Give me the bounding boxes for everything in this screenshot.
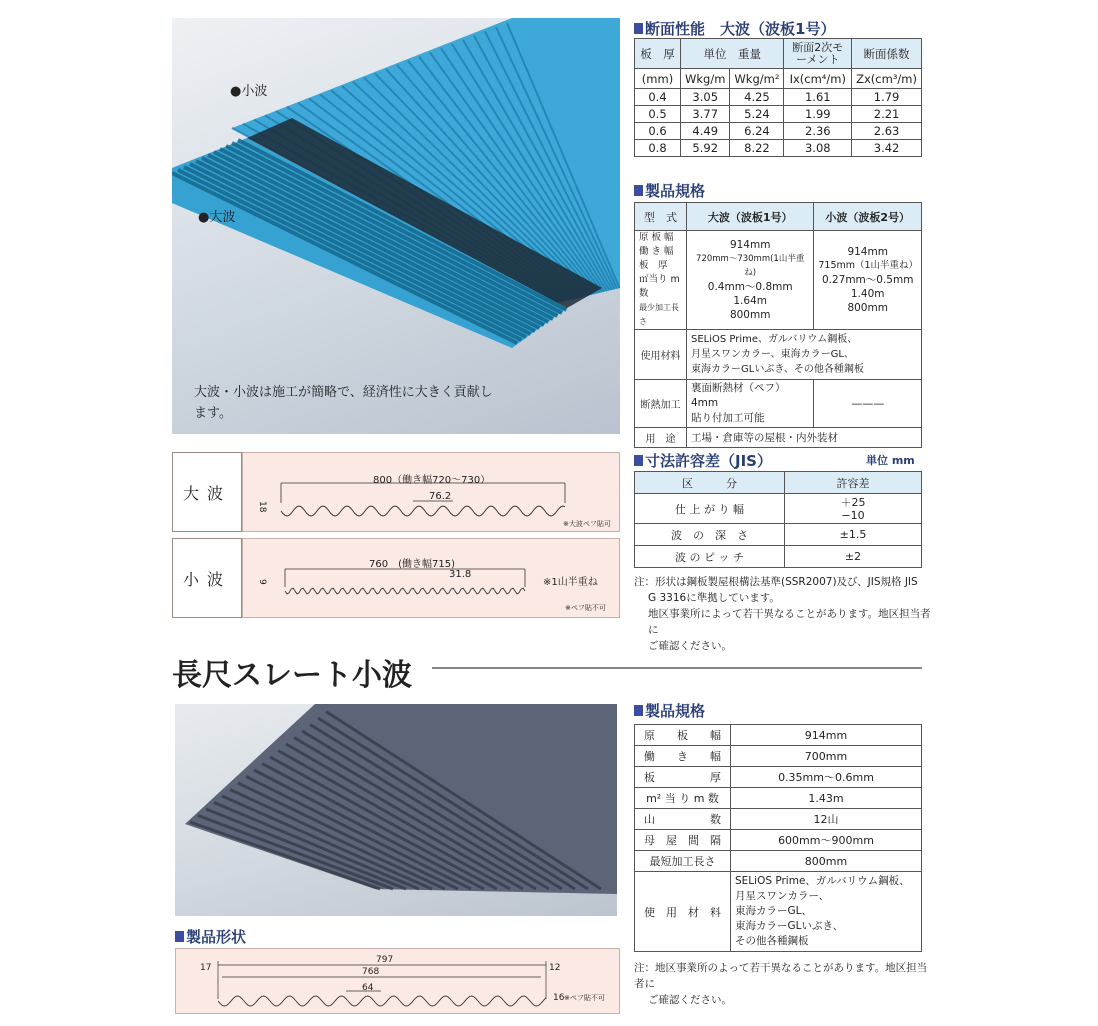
tolerance-note: 注：形状は鋼板製屋根構法基準(SSR2007)及び、JIS規格 JIS G 3316に準拠しています。 地区事業所によって若干異なることがあります。地区担当者に ご確認ください。 xyxy=(634,576,931,652)
table-cell: 2.21 xyxy=(852,106,922,123)
use-label: 用 途 xyxy=(635,428,687,448)
profile-large-pitch: 76.2 xyxy=(429,491,452,502)
table-cell: 3.05 xyxy=(681,89,730,106)
large-wave-profile xyxy=(243,453,621,533)
table-cell: m² 当 り m 数 xyxy=(635,788,731,809)
table-header: 断面係数 xyxy=(852,39,922,69)
profile-small-label: 小波 xyxy=(172,538,242,618)
table-cell: 0.4 xyxy=(635,89,681,106)
tolerance-unit: 単位 mm xyxy=(866,454,915,467)
table-cell: 2.36 xyxy=(784,123,852,140)
section-marker xyxy=(175,931,184,942)
table-cell: 4.25 xyxy=(730,89,784,106)
table-cell: 1.79 xyxy=(852,89,922,106)
tolerance-table xyxy=(634,471,922,568)
table-cell: 1.99 xyxy=(784,106,852,123)
performance-title: 断面性能 大波（波板1号） xyxy=(634,18,835,39)
shape-drawing xyxy=(175,948,620,1014)
use-value: 工場・倉庫等の屋根・内外装材 xyxy=(687,428,922,448)
profile-large-drawing xyxy=(242,452,620,532)
shape-title: 製品形状 xyxy=(175,926,246,947)
section-heading: 長尺スレート小波 xyxy=(172,658,412,693)
profile-large-height: 18 xyxy=(257,501,267,513)
table-cell: ±1.5 xyxy=(785,524,922,546)
unit-cell: Wkg/m² xyxy=(730,69,784,89)
shape-right-top: 12 xyxy=(549,963,561,973)
table-cell: 12山 xyxy=(731,809,922,830)
gray-sheet-photo xyxy=(175,704,617,916)
table-cell: 最短加工長さ xyxy=(635,851,731,872)
table-cell: 8.22 xyxy=(730,140,784,157)
table-header: 小波（波板2号） xyxy=(814,203,922,231)
table-cell: ±2 xyxy=(785,546,922,568)
profile-large-label: 大波 xyxy=(172,452,242,532)
label-small-wave: ●小波 xyxy=(230,84,268,99)
profile-large-span: 800（働き幅720〜730） xyxy=(373,475,491,486)
profile-large-note: ※大波ペフ貼可 xyxy=(563,520,611,528)
table-cell: 914mm xyxy=(731,725,922,746)
spec2-title: 製品規格 xyxy=(634,700,705,721)
material-values: SELiOS Prime、ガルバリウム鋼板、 月星スワンカラー、東海カラーGL、 東海カラーGLいぶき、その他各種鋼板 xyxy=(687,330,922,380)
slate-wave-profile xyxy=(176,949,621,1015)
material-values: SELiOS Prime、ガルバリウム鋼板、 月星スワンカラー、 東海カラーGL、 東海カラーGLいぶき、 その他各種鋼板 xyxy=(731,872,922,952)
blue-sheet-photo xyxy=(172,18,620,434)
material-label: 使用材料 xyxy=(635,330,687,380)
spec1-title: 製品規格 xyxy=(634,180,705,201)
table-cell: 4.49 xyxy=(681,123,730,140)
table-cell: 母 屋 間 隔 xyxy=(635,830,731,851)
gray-sheet-illustration xyxy=(175,704,617,916)
profile-small-drawing xyxy=(242,538,620,618)
spec-large-values: 914mm 720mm〜730mm(1山半重ね) 0.4mm〜0.8mm 1.64m 800mm xyxy=(687,231,814,330)
table-cell: 5.92 xyxy=(681,140,730,157)
shape-inner: 768 xyxy=(362,967,380,977)
table-cell: 板 厚 xyxy=(635,767,731,788)
table-cell: 1.61 xyxy=(784,89,852,106)
tolerance-title: 寸法許容差（JIS） xyxy=(634,450,772,471)
table-cell: 600mm〜900mm xyxy=(731,830,922,851)
insulation-small: ——— xyxy=(814,380,922,428)
section-marker xyxy=(634,705,643,716)
table-cell: 0.35mm〜0.6mm xyxy=(731,767,922,788)
shape-left: 17 xyxy=(200,963,212,973)
table-cell: 800mm xyxy=(731,851,922,872)
table-cell: 0.5 xyxy=(635,106,681,123)
table-cell: 働 き 幅 xyxy=(635,746,731,767)
table-header: 単位 重量 xyxy=(681,39,784,69)
profile-small-span: 760 (働き幅715) xyxy=(369,559,455,570)
material-label: 使 用 材 料 xyxy=(635,872,731,952)
table-cell: 山 数 xyxy=(635,809,731,830)
section-marker xyxy=(634,23,643,34)
shape-pitch: 64 xyxy=(362,983,374,993)
table-cell: 3.77 xyxy=(681,106,730,123)
table-cell: 5.24 xyxy=(730,106,784,123)
spec-small-values: 914mm 715mm（1山半重ね） 0.27mm〜0.5mm 1.40m 800mm xyxy=(814,231,922,330)
spec1-table xyxy=(634,202,922,448)
table-cell: 原 板 幅 xyxy=(635,725,731,746)
shape-total: 797 xyxy=(376,955,394,965)
profile-small-overlap: ※1山半重ね xyxy=(543,577,598,588)
table-header: 型 式 xyxy=(635,203,687,231)
section-marker xyxy=(634,455,643,466)
table-cell: 6.24 xyxy=(730,123,784,140)
section-marker xyxy=(634,185,643,196)
spec-labels: 原 板 幅 働 き 幅 板 厚 ㎡当り m数 最少加工長さ xyxy=(635,231,687,330)
table-cell: 0.6 xyxy=(635,123,681,140)
table-cell: 1.43m xyxy=(731,788,922,809)
table-cell: ＋25 −10 xyxy=(785,494,922,524)
table-header: 許容差 xyxy=(785,472,922,494)
insulation-values: 裏面断熱材（ペフ） 4mm 貼り付加工可能 xyxy=(687,380,814,428)
table-cell: 仕 上 が り 幅 xyxy=(635,494,785,524)
spec2-table xyxy=(634,724,922,952)
performance-table xyxy=(634,38,922,157)
shape-right-bottom: 16 xyxy=(553,993,565,1003)
unit-cell: Zx(cm³/m) xyxy=(852,69,922,89)
unit-cell: Ix(cm⁴/m) xyxy=(784,69,852,89)
photo-caption: 大波・小波は施工が簡略で、経済性に大きく貢献します。 xyxy=(194,385,493,421)
table-cell: 0.8 xyxy=(635,140,681,157)
unit-cell: (mm) xyxy=(635,69,681,89)
table-cell: 3.08 xyxy=(784,140,852,157)
small-wave-profile xyxy=(243,539,621,619)
heading-rule xyxy=(432,667,922,669)
table-header: 断面2次モーメント xyxy=(784,39,852,69)
unit-cell: Wkg/m xyxy=(681,69,730,89)
table-header: 区 分 xyxy=(635,472,785,494)
profile-small-height: 9 xyxy=(257,579,267,585)
table-header: 板 厚 xyxy=(635,39,681,69)
shape-note: ※ペフ貼不可 xyxy=(564,994,605,1002)
insulation-label: 断熱加工 xyxy=(635,380,687,428)
table-cell: 波 の 深 さ xyxy=(635,524,785,546)
table-header: 大波（波板1号） xyxy=(687,203,814,231)
table-cell: 700mm xyxy=(731,746,922,767)
table-cell: 2.63 xyxy=(852,123,922,140)
table-cell: 波 の ピ ッ チ xyxy=(635,546,785,568)
label-large-wave: ●大波 xyxy=(198,210,236,225)
profile-small-note: ※ペフ貼不可 xyxy=(565,604,606,612)
table-cell: 3.42 xyxy=(852,140,922,157)
profile-small-pitch: 31.8 xyxy=(449,569,472,580)
spec2-note: 注：地区事業所のよって若干異なることがあります。地区担当者に ご確認ください。 xyxy=(634,962,928,1006)
